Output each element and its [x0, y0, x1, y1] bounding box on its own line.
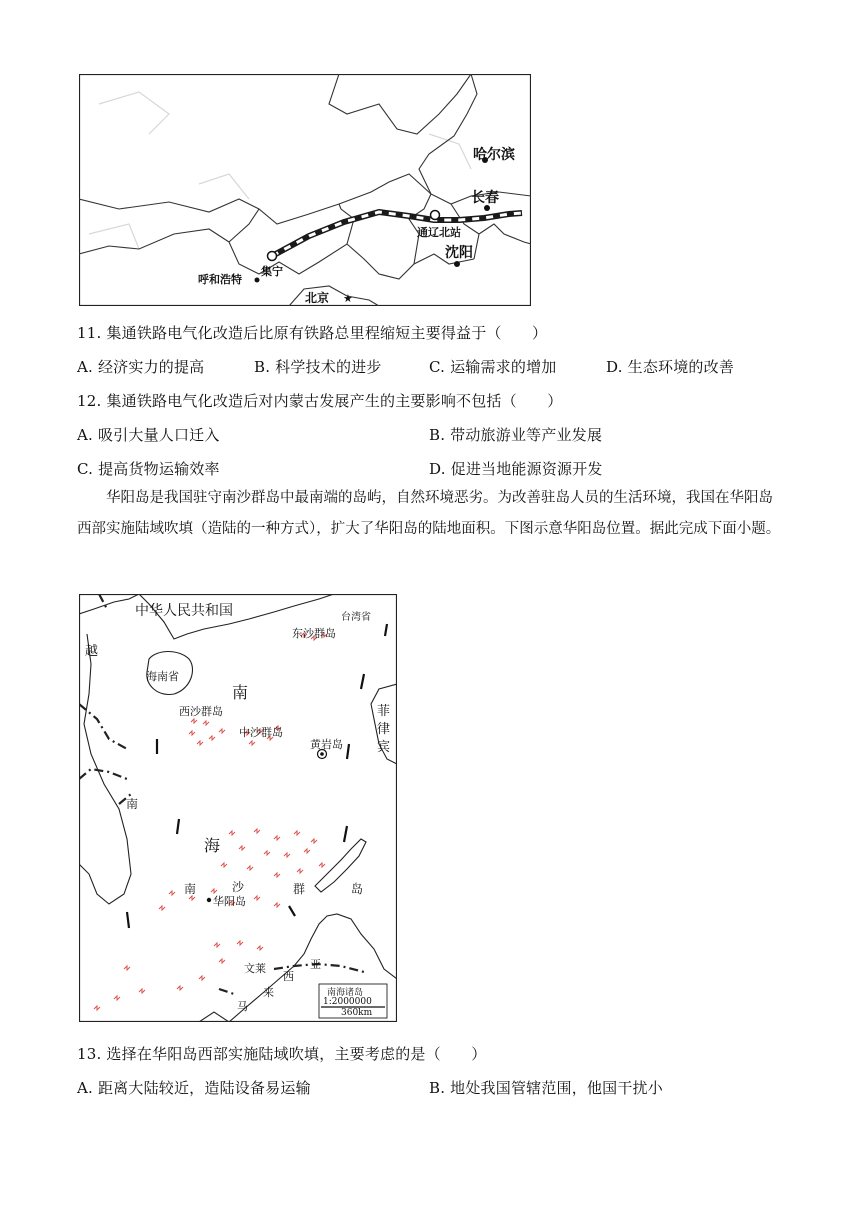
phil-char-3: 宾	[377, 740, 391, 755]
beijing-label: 北京	[305, 291, 330, 305]
huangyan-label: 黄岩岛	[310, 738, 343, 751]
scale-km: 360km	[341, 1008, 373, 1018]
huayang-label: 华阳岛	[213, 895, 246, 908]
q13-option-a: A. 距离大陆较近，造陆设备易运输	[77, 1079, 311, 1097]
q11-stem: 11. 集通铁路电气化改造后比原有铁路总里程缩短主要得益于（ ）	[77, 324, 548, 342]
nansha-char-1: 南	[184, 882, 197, 896]
nansha-char-3: 群	[293, 882, 306, 896]
taiwan-label: 台湾省	[341, 612, 371, 623]
nansha-char-4: 岛	[351, 882, 364, 896]
brunei-label: 文莱	[244, 962, 266, 975]
malaysia-char-4: 马	[237, 1000, 248, 1013]
hohhot-dot	[255, 278, 260, 283]
malaysia-char-1: 西	[283, 970, 294, 983]
q11-option-d: D. 生态环境的改善	[606, 358, 735, 376]
q11-option-a: A. 经济实力的提高	[77, 358, 205, 376]
zhongsha-label: 中沙群岛	[239, 726, 283, 739]
q12-option-c: C. 提高货物运输效率	[77, 460, 220, 478]
hainan-label: 海南省	[146, 670, 179, 683]
q13-option-b: B. 地处我国管辖范围，他国干扰小	[429, 1079, 663, 1097]
inset-title: 南海诸岛	[327, 988, 364, 998]
shenyang-label: 沈阳	[445, 245, 473, 261]
tongliao-north-label: 通辽北站	[417, 226, 461, 239]
passage-text: 华阳岛是我国驻守南沙群岛中最南端的岛屿，自然环境恶劣。为改善驻岛人员的生活环境，我国在华阳岛西部实施陆域吹填（造陆的一种方式），扩大了华阳岛的陆地面积。下图示意华阳岛位置。据此完成下面小题。	[77, 490, 781, 537]
q11-option-c: C. 运输需求的增加	[429, 358, 557, 376]
hai-label: 海	[204, 836, 221, 855]
viet-label: 越	[85, 644, 99, 659]
jining-label: 集宁	[261, 265, 283, 278]
phil-char-2: 律	[377, 722, 391, 737]
beijing-star: ★	[343, 292, 353, 305]
q13-stem: 13. 选择在华阳岛西部实施陆域吹填，主要考虑的是（ ）	[77, 1045, 487, 1063]
prc-label: 中华人民共和国	[135, 603, 233, 619]
harbin-label: 哈尔滨	[473, 147, 515, 163]
changchun-label: 长春	[471, 190, 499, 206]
phil-char-1: 菲	[377, 704, 391, 719]
q12-option-b: B. 带动旅游业等产业发展	[429, 426, 603, 444]
dongsha-label: 东沙群岛	[292, 627, 336, 640]
nan-label-2: 南	[126, 797, 139, 811]
malaysia-char-3: 来	[263, 986, 274, 999]
huayang-dot	[207, 898, 211, 902]
q12-option-d: D. 促进当地能源资源开发	[429, 460, 603, 478]
railway-map	[79, 74, 531, 306]
tongliao-station-marker	[431, 211, 440, 220]
q12-stem: 12. 集通铁路电气化改造后对内蒙古发展产生的主要影响不包括（ ）	[77, 392, 563, 410]
q12-option-a: A. 吸引大量人口迁入	[77, 426, 220, 444]
scale-ratio: 1:2000000	[323, 997, 372, 1007]
railway-map-svg	[79, 74, 531, 306]
jining-station-marker	[268, 252, 277, 261]
nan-label-1: 南	[232, 683, 249, 702]
q11-option-b: B. 科学技术的进步	[254, 358, 382, 376]
south-china-sea-map	[79, 594, 397, 1022]
nansha-char-2: 沙	[232, 880, 245, 894]
xisha-label: 西沙群岛	[179, 705, 223, 718]
malaysia-char-2: 亚	[310, 958, 321, 971]
hohhot-label: 呼和浩特	[198, 273, 242, 286]
